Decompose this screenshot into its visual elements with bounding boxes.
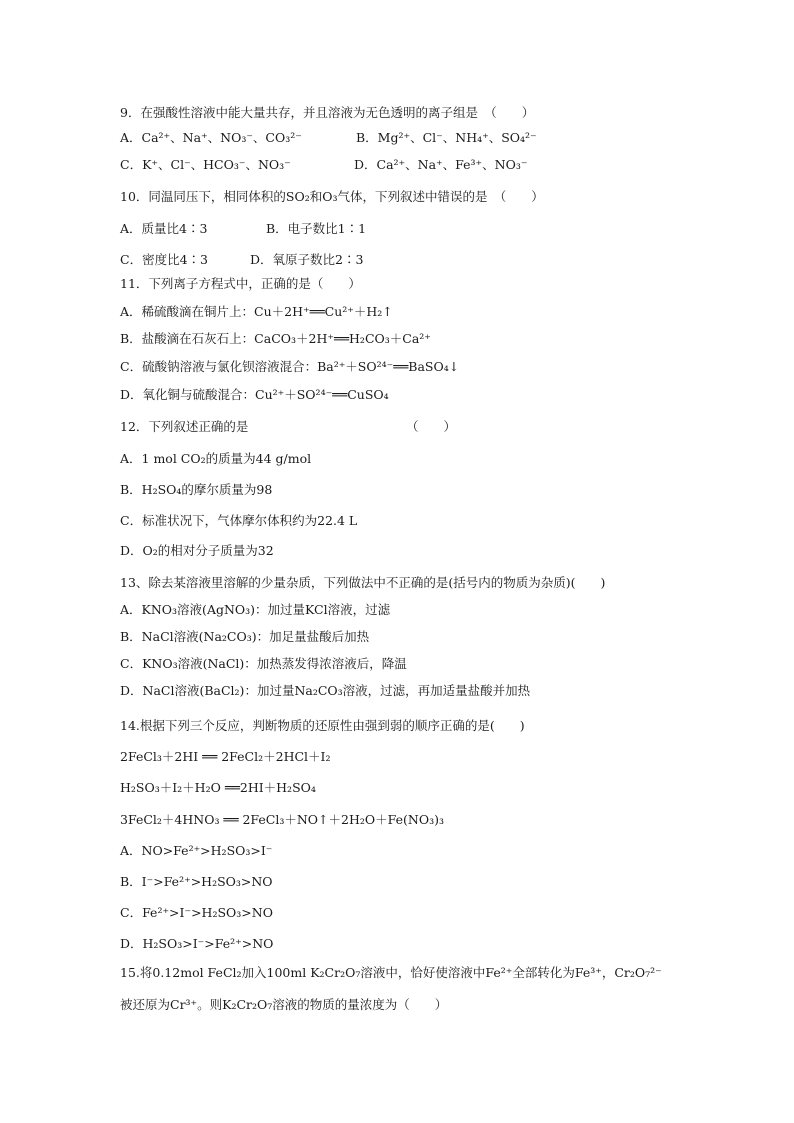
q12-stem: 12．下列叙述正确的是 — [120, 419, 249, 434]
q11-option-b: B．盐酸滴在石灰石上：CaCO₃＋2H⁺══H₂CO₃＋Ca²⁺ — [120, 331, 431, 346]
q15-line-2: 被还原为Cr³⁺。则K₂Cr₂O₇溶液的物质的量浓度为（ ） — [120, 997, 448, 1012]
q12-option-d: D．O₂的相对分子质量为32 — [120, 543, 274, 558]
q15-line-1: 15.将0.12mol FeCl₂加入100ml K₂Cr₂O₇溶液中，恰好使溶液中Fe²⁺全部转化为Fe³⁺，Cr₂O₇²⁻ — [120, 965, 662, 980]
q10-option-c: C．密度比4∶3 — [120, 252, 208, 267]
q14-reaction-2: H₂SO₃＋I₂＋H₂O ══2HI＋H₂SO₄ — [120, 780, 316, 795]
q14-option-a: A．NO>Fe²⁺>H₂SO₃>I⁻ — [120, 843, 273, 858]
q11-stem: 11．下列离子方程式中，正确的是（ ） — [120, 276, 361, 291]
q13-option-c: C．KNO₃溶液(NaCl)：加热蒸发得浓溶液后，降温 — [120, 656, 407, 671]
q9-option-d: D．Ca²⁺、Na⁺、Fe³⁺、NO₃⁻ — [354, 157, 528, 172]
q13-option-d: D．NaCl溶液(BaCl₂)：加过量Na₂CO₃溶液，过滤，再加适量盐酸并加热 — [120, 683, 531, 698]
q13-option-b: B．NaCl溶液(Na₂CO₃)：加足量盐酸后加热 — [120, 629, 370, 644]
q9-stem: 9．在强酸性溶液中能大量共存，并且溶液为无色透明的离子组是 （ ） — [120, 105, 535, 120]
q14-reaction-3: 3FeCl₂＋4HNO₃ ══ 2FeCl₃＋NO↑＋2H₂O＋Fe(NO₃)₃ — [120, 812, 444, 827]
q13-stem: 13、除去某溶液里溶解的少量杂质，下列做法中不正确的是(括号内的物质为杂质)( ) — [120, 575, 606, 590]
q12-option-c: C．标准状况下，气体摩尔体积约为22.4 L — [120, 513, 358, 528]
q12-option-a: A．1 mol CO₂的质量为44 g/mol — [120, 451, 312, 466]
q11-option-d: D．氧化铜与硫酸混合：Cu²⁺＋SO²⁴⁻══CuSO₄ — [120, 387, 389, 402]
q14-option-d: D．H₂SO₃>I⁻>Fe²⁺>NO — [120, 936, 274, 951]
q9-option-a: A．Ca²⁺、Na⁺、NO₃⁻、CO₃²⁻ — [120, 130, 302, 145]
q12-answer-paren: （ ） — [406, 419, 457, 434]
q11-option-c: C．硫酸钠溶液与氯化钡溶液混合：Ba²⁺＋SO²⁴⁻══BaSO₄↓ — [120, 359, 460, 374]
q10-option-d: D．氧原子数比2∶3 — [250, 252, 364, 267]
q14-option-c: C．Fe²⁺>I⁻>H₂SO₃>NO — [120, 905, 273, 920]
q10-option-a: A．质量比4∶3 — [120, 221, 208, 236]
q13-option-a: A．KNO₃溶液(AgNO₃)：加过量KCl溶液，过滤 — [120, 602, 391, 617]
q9-option-c: C．K⁺、Cl⁻、HCO₃⁻、NO₃⁻ — [120, 157, 291, 172]
q12-option-b: B．H₂SO₄的摩尔质量为98 — [120, 482, 273, 497]
q14-option-b: B．I⁻>Fe²⁺>H₂SO₃>NO — [120, 874, 273, 889]
q14-reaction-1: 2FeCl₃＋2HI ══ 2FeCl₂＋2HCl＋I₂ — [120, 749, 331, 764]
q10-stem: 10．同温同压下，相同体积的SO₂和O₃气体，下列叙述中错误的是 （ ） — [120, 189, 544, 204]
q14-stem: 14.根据下列三个反应，判断物质的还原性由强到弱的顺序正确的是( ) — [120, 718, 525, 733]
q10-option-b: B．电子数比1∶1 — [266, 221, 367, 236]
q9-option-b: B．Mg²⁺、Cl⁻、NH₄⁺、SO₄²⁻ — [356, 130, 537, 145]
q11-option-a: A．稀硫酸滴在铜片上：Cu＋2H⁺══Cu²⁺＋H₂↑ — [120, 304, 393, 319]
